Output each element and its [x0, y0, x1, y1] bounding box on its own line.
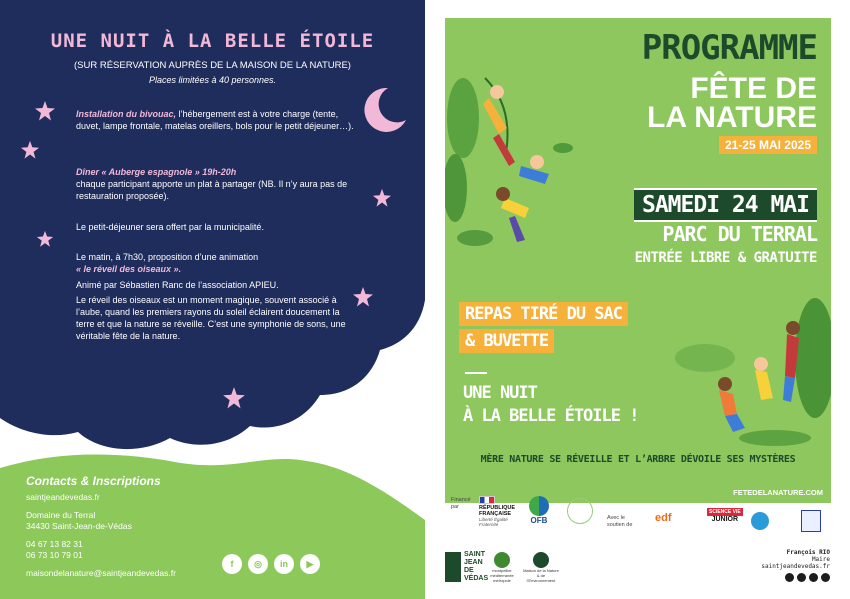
meal-badge-line-2: & BUVETTE — [459, 329, 554, 353]
fete-title-line-2: LA NATURE — [647, 101, 817, 134]
night-title: UNE NUIT À LA BELLE ÉTOILE — [50, 30, 375, 52]
star-icon — [372, 188, 392, 208]
partner-logo-blue — [751, 512, 769, 530]
instagram-icon[interactable]: ◎ — [248, 554, 268, 574]
mayor-signature — [761, 549, 830, 570]
dinner-paragraph — [76, 166, 354, 202]
mayor-name: François RIO — [786, 549, 830, 556]
contacts-title: Contacts & Inscriptions — [26, 474, 161, 488]
star-icon — [20, 140, 40, 160]
programme-panel — [425, 0, 850, 599]
programme-poster — [445, 18, 831, 503]
tree-children-illustration — [675, 298, 831, 458]
address-line-1: Domaine du Terral — [26, 510, 96, 520]
montpellier-logo: montpellier méditerranée métropole — [483, 552, 521, 583]
fete-title-line-1: FÊTE DE — [690, 72, 817, 105]
fete-dates-badge: 21-25 MAI 2025 — [719, 136, 817, 154]
programme-title: PROGRAMME — [641, 28, 817, 68]
linkedin-icon[interactable]: in — [274, 554, 294, 574]
science-vie-junior-logo: SCIENCE VIE JUNIOR — [709, 509, 741, 523]
morning-paragraph — [76, 251, 354, 291]
financed-by-label: Financé par — [451, 497, 471, 510]
partner-logo-shield — [801, 510, 821, 532]
dinner-text: chaque participant apporte un plat à partager (NB. Il n’y aura pas de restauration proposée). — [76, 179, 348, 201]
moon-icon — [358, 84, 410, 136]
star-icon — [352, 286, 374, 308]
republique-logo: RÉPUBLIQUE FRANÇAISE Liberté Égalité Fraternité — [479, 496, 523, 527]
support-label: Avec le soutien de — [607, 515, 633, 528]
divider — [465, 372, 487, 374]
star-icon — [34, 100, 56, 122]
morning-text: Le matin, à 7h30, proposition d’une animation — [76, 252, 259, 262]
children-leaves-illustration — [445, 58, 585, 258]
facebook-icon[interactable] — [785, 573, 794, 582]
park-label: PARC DU TERRAL — [662, 222, 817, 246]
fete-website-link[interactable]: FETEDELANATURE.COM — [733, 488, 823, 497]
ofb-logo: OFB — [529, 496, 549, 525]
reservation-note: (SUR RÉSERVATION AUPRÈS DE LA MAISON DE LA NATURE) — [74, 60, 351, 71]
saint-jean-logo: SAINT JEAN DE VÉDAS — [445, 551, 494, 583]
eco-label-logo — [567, 498, 593, 524]
description-text: Le réveil des oiseaux est un moment magique, souvent associé à l’aube, quand les premiers rayons du soleil éclairent doucement la terre et que la nature se réveille. C’est une symphonie de sons, une véritable fête de la nature. — [76, 295, 346, 341]
morning-label: « le réveil des oiseaux ». — [76, 264, 182, 274]
phone-1: 04 67 13 82 31 — [26, 539, 83, 549]
mayor-site[interactable]: saintjeandevedas.fr — [761, 563, 830, 570]
star-icon — [222, 386, 246, 410]
night-event-line-1: UNE NUIT — [463, 383, 537, 403]
youtube-icon[interactable] — [821, 573, 830, 582]
day-banner: SAMEDI 24 MAI — [634, 188, 817, 222]
fete-title — [597, 74, 817, 132]
mini-social-links — [785, 573, 830, 582]
night-event — [463, 382, 638, 428]
entry-label: ENTRÉE LIBRE & GRATUITE — [634, 250, 817, 266]
youtube-icon[interactable]: ▶ — [300, 554, 320, 574]
instagram-icon[interactable] — [797, 573, 806, 582]
address-line-2: 34430 Saint-Jean-de-Védas — [26, 521, 132, 531]
email-link[interactable]: maisondelanature@saintjeandevedas.fr — [26, 568, 176, 578]
phone-2: 06 73 10 79 01 — [26, 550, 83, 560]
linkedin-icon[interactable] — [809, 573, 818, 582]
bivouac-label: Installation du bivouac, — [76, 109, 177, 119]
maison-nature-logo: Maison de la Nature & de l’Environnement — [523, 552, 559, 583]
mayor-role: Maire — [811, 556, 830, 563]
bivouac-paragraph — [76, 108, 354, 132]
facebook-icon[interactable]: f — [222, 554, 242, 574]
tagline: MÈRE NATURE SE RÉVEILLE ET L’ARBRE DÉVOILE SES MYSTÈRES — [480, 454, 796, 465]
star-icon — [36, 230, 54, 248]
website-link[interactable]: saintjeandevedas.fr — [26, 492, 100, 502]
bivouac-text: l’hébergement est à votre charge (tente, duvet, lampe frontale, matelas oreillers, bols pour le petit déjeuner…). — [76, 109, 354, 131]
social-links — [222, 554, 320, 574]
edf-logo: edf — [655, 512, 672, 524]
meal-badge-line-1: REPAS TIRÉ DU SAC — [459, 302, 628, 326]
night-event-line-2: À LA BELLE ÉTOILE ! — [463, 406, 639, 426]
breakfast-text: Le petit-déjeuner sera offert par la municipalité. — [76, 222, 264, 232]
dinner-label: Dîner « Auberge espagnole » 19h-20h — [76, 167, 237, 177]
contacts-block — [26, 476, 236, 579]
animator-text: Animé par Sébastien Ranc de l’association APIEU. — [76, 280, 279, 290]
places-note: Places limitées à 40 personnes. — [148, 75, 277, 85]
